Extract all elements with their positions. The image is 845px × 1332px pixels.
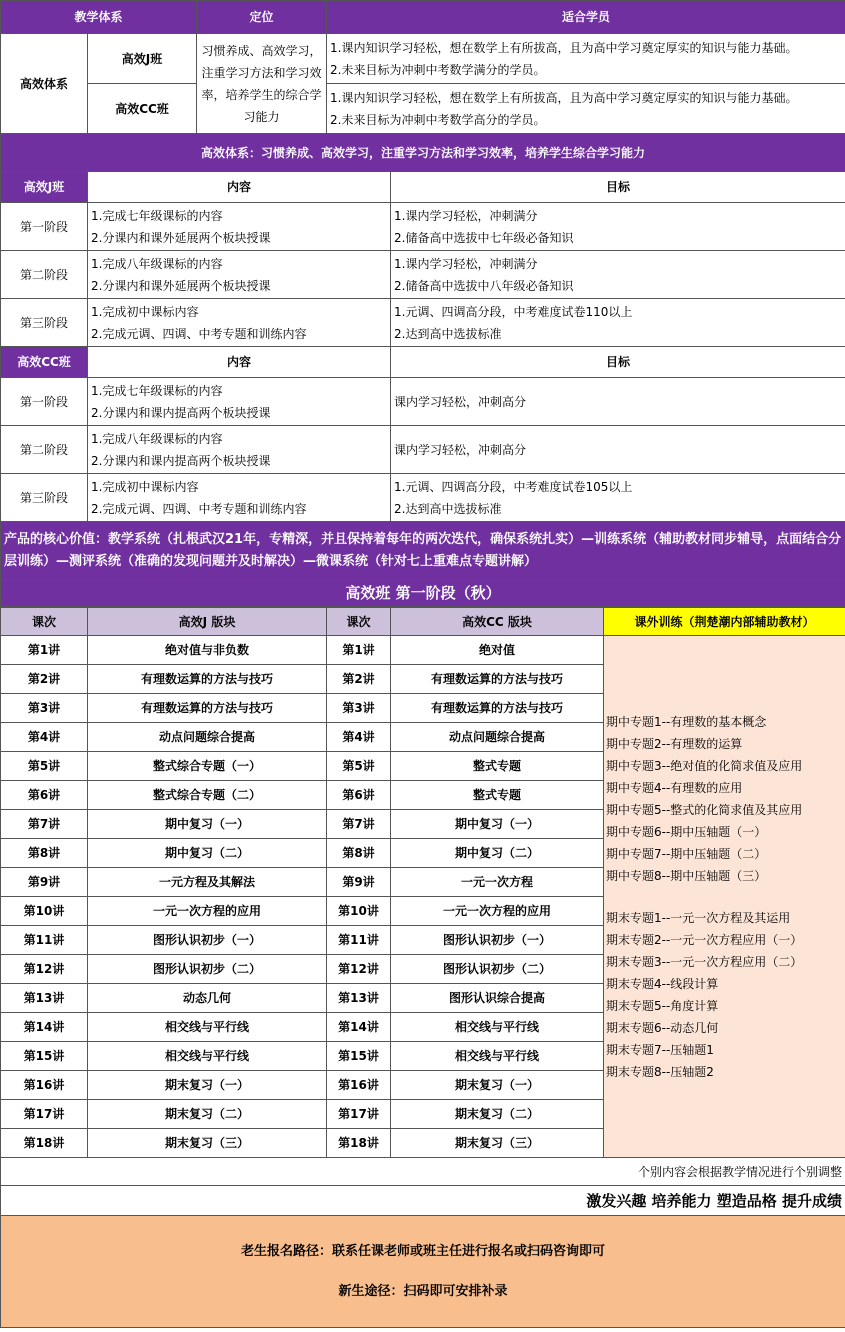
course-table bbox=[0, 0, 845, 607]
lesson-number: 第5讲 bbox=[1, 752, 88, 781]
class-name-cc: 高效CC班 bbox=[88, 84, 197, 134]
j-stage-name: 第三阶段 bbox=[1, 299, 88, 347]
j-goal-header: 目标 bbox=[391, 172, 845, 203]
lesson-topic-j: 动点问题综合提高 bbox=[88, 723, 327, 752]
core-value-banner: 产品的核心价值：教学系统（扎根武汉21年，专精深，并且保持着每年的两次迭代，确保系统扎实）—训练系统（辅助教材同步辅导，点面结合分层训练）—测评系统（准确的发现问题并及时解决）—微课系统（针对七上重难点专题讲解） bbox=[1, 522, 845, 580]
lesson-topic-cc: 整式专题 bbox=[391, 781, 604, 810]
lesson-topic-j: 绝对值与非负数 bbox=[88, 636, 327, 665]
system-name: 高效体系 bbox=[1, 34, 88, 134]
j-stage-content bbox=[88, 251, 391, 299]
final-topic-item: 期末专题4--线段计算 bbox=[606, 976, 719, 991]
lesson-topic-j: 动态几何 bbox=[88, 984, 327, 1013]
lesson-topic-cc: 动点问题综合提高 bbox=[391, 723, 604, 752]
lesson-topic-j: 整式综合专题（二） bbox=[88, 781, 327, 810]
header-system: 教学体系 bbox=[1, 1, 197, 34]
j-stage-goal-line: 2.达到高中选拔标准 bbox=[394, 326, 502, 341]
lesson-number: 第6讲 bbox=[1, 781, 88, 810]
lesson-number-cc: 第5讲 bbox=[327, 752, 391, 781]
cc-stage-content-line: 2.完成元调、四调、中考专题和训练内容 bbox=[91, 501, 307, 516]
lesson-topic-j: 有理数运算的方法与技巧 bbox=[88, 694, 327, 723]
final-topic-item: 期末专题5--角度计算 bbox=[606, 998, 719, 1013]
j-stage-goal bbox=[391, 203, 845, 251]
table-row bbox=[1, 636, 845, 665]
lesson-topic-j: 期中复习（一） bbox=[88, 810, 327, 839]
lesson-number-cc: 第16讲 bbox=[327, 1071, 391, 1100]
midterm-topic-item: 期中专题1--有理数的基本概念 bbox=[606, 714, 767, 729]
midterm-topic-item: 期中专题3--绝对值的化简求值及应用 bbox=[606, 758, 803, 773]
lesson-topic-cc: 整式专题 bbox=[391, 752, 604, 781]
lesson-topic-cc: 有理数运算的方法与技巧 bbox=[391, 694, 604, 723]
lesson-number-cc: 第10讲 bbox=[327, 897, 391, 926]
target-j-line-1: 1.课内知识学习轻松，想在数学上有所拔高，且为高中学习奠定厚实的知识与能力基础。 bbox=[330, 40, 798, 55]
final-topic-item: 期末专题2--一元一次方程应用（一） bbox=[606, 932, 803, 947]
cc-stage-content-line: 1.完成八年级课标的内容 bbox=[91, 431, 223, 446]
lesson-topic-cc: 一元一次方程 bbox=[391, 868, 604, 897]
schedule-header-lesson: 课次 bbox=[1, 608, 88, 636]
final-topic-list bbox=[606, 907, 842, 1083]
j-stage-name: 第一阶段 bbox=[1, 203, 88, 251]
lesson-number: 第18讲 bbox=[1, 1129, 88, 1158]
j-stage-goal-line: 1.课内学习轻松，冲刺满分 bbox=[394, 256, 538, 271]
lesson-number-cc: 第9讲 bbox=[327, 868, 391, 897]
lesson-number-cc: 第11讲 bbox=[327, 926, 391, 955]
lesson-number: 第16讲 bbox=[1, 1071, 88, 1100]
lesson-number-cc: 第14讲 bbox=[327, 1013, 391, 1042]
schedule-body bbox=[1, 636, 845, 1158]
old-student-enroll: 老生报名路径：联系任课老师或班主任进行报名或扫码咨询即可 bbox=[240, 1243, 605, 1259]
cc-stage-content-line: 1.完成初中课标内容 bbox=[91, 479, 199, 494]
lesson-number: 第10讲 bbox=[1, 897, 88, 926]
j-stage-goal-line: 2.储备高中选拔中八年级必备知识 bbox=[394, 278, 574, 293]
cc-stage-name: 第二阶段 bbox=[1, 426, 88, 474]
target-students-j bbox=[327, 34, 845, 84]
schedule-header-j: 高效J 版块 bbox=[88, 608, 327, 636]
lesson-number-cc: 第8讲 bbox=[327, 839, 391, 868]
midterm-topic-item: 期中专题8--期中压轴题（三） bbox=[606, 868, 767, 883]
slogan: 激发兴趣 培养能力 塑造品格 提升成绩 bbox=[1, 1186, 845, 1216]
lesson-topic-j: 有理数运算的方法与技巧 bbox=[88, 665, 327, 694]
final-topic-item: 期末专题8--压轴题2 bbox=[606, 1064, 714, 1079]
cc-stage-goal: 课内学习轻松，冲刺高分 bbox=[391, 426, 845, 474]
lesson-number: 第3讲 bbox=[1, 694, 88, 723]
lesson-topic-cc: 图形认识综合提高 bbox=[391, 984, 604, 1013]
lesson-topic-cc: 图形认识初步（二） bbox=[391, 955, 604, 984]
j-stage-goal-line: 1.元调、四调高分段，中考难度试卷110以上 bbox=[394, 304, 633, 319]
cc-stage-goal bbox=[391, 474, 845, 522]
cc-content-header: 内容 bbox=[88, 347, 391, 378]
lesson-number: 第8讲 bbox=[1, 839, 88, 868]
final-topic-item: 期末专题6--动态几何 bbox=[606, 1020, 719, 1035]
lesson-number-cc: 第4讲 bbox=[327, 723, 391, 752]
schedule-header-lesson-2: 课次 bbox=[327, 608, 391, 636]
j-stage-goal-line: 2.储备高中选拔中七年级必备知识 bbox=[394, 230, 574, 245]
schedule-header-cc: 高效CC 版块 bbox=[391, 608, 604, 636]
cc-class-title: 高效CC班 bbox=[1, 347, 88, 378]
j-stage-goal-line: 1.课内学习轻松，冲刺满分 bbox=[394, 208, 538, 223]
j-stage-content bbox=[88, 203, 391, 251]
cc-stage-name: 第三阶段 bbox=[1, 474, 88, 522]
lesson-topic-j: 图形认识初步（一） bbox=[88, 926, 327, 955]
lesson-topic-cc: 图形认识初步（一） bbox=[391, 926, 604, 955]
lesson-number-cc: 第12讲 bbox=[327, 955, 391, 984]
lesson-number-cc: 第7讲 bbox=[327, 810, 391, 839]
cc-stage-goal: 课内学习轻松，冲刺高分 bbox=[391, 378, 845, 426]
schedule-table bbox=[0, 607, 845, 1328]
lesson-number-cc: 第6讲 bbox=[327, 781, 391, 810]
cc-stage-goal-line: 1.元调、四调高分段，中考难度试卷105以上 bbox=[394, 479, 633, 494]
cc-stage-content bbox=[88, 426, 391, 474]
target-j-line-2: 2.未来目标为冲刺中考数学满分的学员。 bbox=[330, 62, 546, 77]
lesson-topic-j: 一元方程及其解法 bbox=[88, 868, 327, 897]
lesson-number: 第14讲 bbox=[1, 1013, 88, 1042]
midterm-topic-item: 期中专题4--有理数的应用 bbox=[606, 780, 743, 795]
lesson-topic-cc: 一元一次方程的应用 bbox=[391, 897, 604, 926]
adjustment-note: 个别内容会根据教学情况进行个别调整 bbox=[1, 1158, 845, 1186]
lesson-topic-j: 期末复习（一） bbox=[88, 1071, 327, 1100]
j-stage-name: 第二阶段 bbox=[1, 251, 88, 299]
j-class-title: 高效J班 bbox=[1, 172, 88, 203]
positioning-text: 习惯养成、高效学习，注重学习方法和学习效率，培养学生的综合学习能力 bbox=[197, 34, 327, 134]
lesson-number: 第4讲 bbox=[1, 723, 88, 752]
lesson-topic-cc: 期末复习（一） bbox=[391, 1071, 604, 1100]
cc-stage-content-line: 1.完成七年级课标的内容 bbox=[91, 383, 223, 398]
target-students-cc bbox=[327, 84, 845, 134]
cc-stage-name: 第一阶段 bbox=[1, 378, 88, 426]
j-stage-content-line: 1.完成八年级课标的内容 bbox=[91, 256, 223, 271]
lesson-number-cc: 第18讲 bbox=[327, 1129, 391, 1158]
lesson-number: 第13讲 bbox=[1, 984, 88, 1013]
lesson-topic-cc: 期末复习（三） bbox=[391, 1129, 604, 1158]
midterm-topic-item: 期中专题5--整式的化简求值及其应用 bbox=[606, 802, 803, 817]
lesson-number-cc: 第15讲 bbox=[327, 1042, 391, 1071]
j-content-header: 内容 bbox=[88, 172, 391, 203]
lesson-topic-j: 一元一次方程的应用 bbox=[88, 897, 327, 926]
lesson-number: 第1讲 bbox=[1, 636, 88, 665]
lesson-number-cc: 第13讲 bbox=[327, 984, 391, 1013]
j-stage-content bbox=[88, 299, 391, 347]
lesson-topic-j: 期末复习（三） bbox=[88, 1129, 327, 1158]
j-stage-content-line: 2.分课内和课外延展两个板块授课 bbox=[91, 230, 271, 245]
cc-stage-content bbox=[88, 378, 391, 426]
midterm-topic-item: 期中专题2--有理数的运算 bbox=[606, 736, 743, 751]
cc-stage-content-line: 2.分课内和课内提高两个板块授课 bbox=[91, 453, 271, 468]
cc-stage-content-line: 2.分课内和课内提高两个板块授课 bbox=[91, 405, 271, 420]
header-target-students: 适合学员 bbox=[327, 1, 845, 34]
final-topic-item: 期末专题3--一元一次方程应用（二） bbox=[606, 954, 803, 969]
lesson-topic-j: 整式综合专题（一） bbox=[88, 752, 327, 781]
j-stage-content-line: 1.完成七年级课标的内容 bbox=[91, 208, 223, 223]
cc-stage-content bbox=[88, 474, 391, 522]
lesson-number-cc: 第2讲 bbox=[327, 665, 391, 694]
system-banner: 高效体系：习惯养成、高效学习，注重学习方法和学习效率，培养学生综合学习能力 bbox=[1, 134, 845, 172]
lesson-number-cc: 第3讲 bbox=[327, 694, 391, 723]
midterm-topic-item: 期中专题7--期中压轴题（二） bbox=[606, 846, 767, 861]
j-stage-content-line: 2.完成元调、四调、中考专题和训练内容 bbox=[91, 326, 307, 341]
lesson-number: 第7讲 bbox=[1, 810, 88, 839]
midterm-topic-item: 期中专题6--期中压轴题（一） bbox=[606, 824, 767, 839]
lesson-topic-cc: 期末复习（二） bbox=[391, 1100, 604, 1129]
j-stage-goal bbox=[391, 251, 845, 299]
lesson-topic-cc: 有理数运算的方法与技巧 bbox=[391, 665, 604, 694]
cc-goal-header: 目标 bbox=[391, 347, 845, 378]
lesson-topic-j: 图形认识初步（二） bbox=[88, 955, 327, 984]
lesson-topic-j: 期末复习（二） bbox=[88, 1100, 327, 1129]
j-stage-content-line: 1.完成初中课标内容 bbox=[91, 304, 199, 319]
lesson-number: 第11讲 bbox=[1, 926, 88, 955]
cc-stage-goal-line: 2.达到高中选拔标准 bbox=[394, 501, 502, 516]
header-positioning: 定位 bbox=[197, 1, 327, 34]
lesson-topic-cc: 期中复习（一） bbox=[391, 810, 604, 839]
lesson-topic-cc: 期中复习（二） bbox=[391, 839, 604, 868]
j-stage-goal bbox=[391, 299, 845, 347]
lesson-number-cc: 第17讲 bbox=[327, 1100, 391, 1129]
lesson-topic-cc: 相交线与平行线 bbox=[391, 1013, 604, 1042]
lesson-topic-j: 期中复习（二） bbox=[88, 839, 327, 868]
new-student-enroll: 新生途径：扫码即可安排补录 bbox=[338, 1283, 508, 1299]
final-topic-item: 期末专题7--压轴题1 bbox=[606, 1042, 714, 1057]
lesson-topic-j: 相交线与平行线 bbox=[88, 1042, 327, 1071]
lesson-topic-j: 相交线与平行线 bbox=[88, 1013, 327, 1042]
lesson-topic-cc: 绝对值 bbox=[391, 636, 604, 665]
schedule-header-extra: 课外训练（荆楚潮内部辅助教材） bbox=[604, 608, 845, 636]
lesson-number: 第2讲 bbox=[1, 665, 88, 694]
enroll-panel bbox=[1, 1216, 845, 1328]
extra-training-panel bbox=[604, 636, 845, 1158]
target-cc-line-2: 2.未来目标为冲刺中考数学高分的学员。 bbox=[330, 112, 546, 127]
lesson-number: 第17讲 bbox=[1, 1100, 88, 1129]
lesson-number-cc: 第1讲 bbox=[327, 636, 391, 665]
class-name-j: 高效J班 bbox=[88, 34, 197, 84]
midterm-topic-list bbox=[606, 711, 842, 887]
lesson-number: 第15讲 bbox=[1, 1042, 88, 1071]
lesson-topic-cc: 相交线与平行线 bbox=[391, 1042, 604, 1071]
lesson-number: 第12讲 bbox=[1, 955, 88, 984]
lesson-number: 第9讲 bbox=[1, 868, 88, 897]
target-cc-line-1: 1.课内知识学习轻松，想在数学上有所拔高，且为高中学习奠定厚实的知识与能力基础。 bbox=[330, 90, 798, 105]
j-stage-content-line: 2.分课内和课外延展两个板块授课 bbox=[91, 278, 271, 293]
final-topic-item: 期末专题1--一元一次方程及其运用 bbox=[606, 910, 791, 925]
schedule-title: 高效班 第一阶段（秋） bbox=[1, 580, 845, 607]
